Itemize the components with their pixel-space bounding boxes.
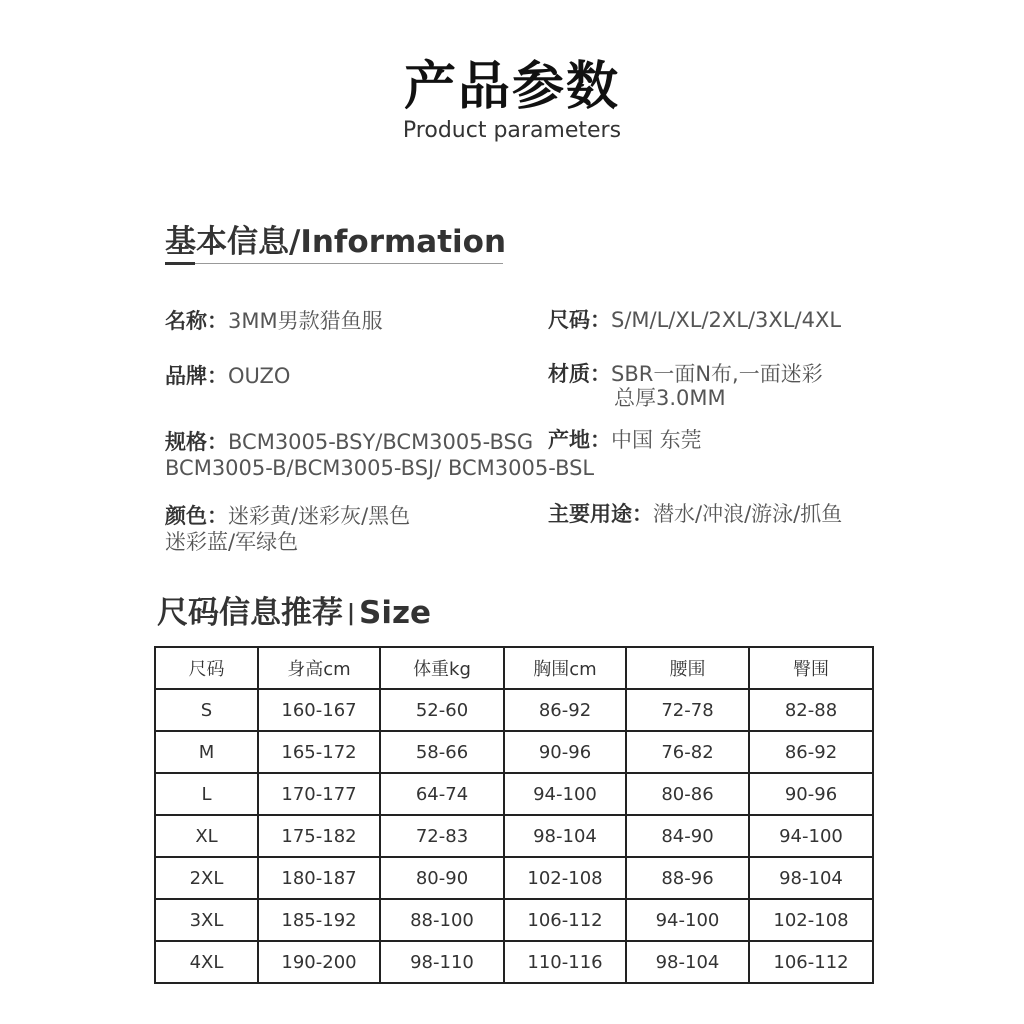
table-cell-hip: 98-104 — [749, 857, 873, 899]
field-size-value: S/M/L/XL/2XL/3XL/4XL — [611, 308, 842, 332]
table-cell-chest: 106-112 — [504, 899, 626, 941]
table-cell-hip: 86-92 — [749, 731, 873, 773]
column-header-weight: 体重kg — [380, 647, 504, 689]
table-cell-weight: 88-100 — [380, 899, 504, 941]
table-row — [155, 815, 873, 857]
table-cell-chest: 86-92 — [504, 689, 626, 731]
info-divider — [165, 263, 503, 264]
field-origin — [548, 428, 702, 453]
table-header-row — [155, 647, 873, 689]
column-header-chest: 胸围cm — [504, 647, 626, 689]
table-cell-chest: 102-108 — [504, 857, 626, 899]
field-usage-value: 潜水/冲浪/游泳/抓鱼 — [653, 502, 843, 526]
table-cell-waist: 76-82 — [626, 731, 749, 773]
field-usage — [548, 502, 842, 527]
column-header-height: 身高cm — [258, 647, 380, 689]
field-material-value-line1: SBR一面N布,一面迷彩 — [611, 362, 823, 386]
info-divider-accent — [165, 262, 195, 265]
table-cell-waist: 98-104 — [626, 941, 749, 983]
table-cell-height: 170-177 — [258, 773, 380, 815]
table-cell-chest: 110-116 — [504, 941, 626, 983]
field-brand-value: OUZO — [228, 364, 291, 388]
table-cell-waist: 94-100 — [626, 899, 749, 941]
table-cell-size: XL — [155, 815, 258, 857]
field-origin-label: 产地： — [548, 428, 611, 452]
table-cell-waist: 80-86 — [626, 773, 749, 815]
table-cell-weight: 80-90 — [380, 857, 504, 899]
table-cell-chest: 98-104 — [504, 815, 626, 857]
table-row — [155, 731, 873, 773]
table-cell-chest: 90-96 — [504, 731, 626, 773]
table-cell-weight: 72-83 — [380, 815, 504, 857]
table-cell-size: S — [155, 689, 258, 731]
field-material-label: 材质： — [548, 362, 611, 386]
table-cell-chest: 94-100 — [504, 773, 626, 815]
page-title: 产品参数 — [403, 57, 620, 117]
table-cell-size: 3XL — [155, 899, 258, 941]
table-cell-size: M — [155, 731, 258, 773]
field-color-value-line1: 迷彩黄/迷彩灰/黑色 — [228, 504, 411, 528]
table-cell-height: 185-192 — [258, 899, 380, 941]
column-header-size: 尺码 — [155, 647, 258, 689]
page-subtitle: Product parameters — [402, 118, 622, 143]
table-cell-weight: 98-110 — [380, 941, 504, 983]
field-spec-value-line1: BCM3005-BSY/BCM3005-BSG — [228, 430, 534, 454]
table-cell-height: 165-172 — [258, 731, 380, 773]
table-cell-waist: 88-96 — [626, 857, 749, 899]
table-cell-height: 190-200 — [258, 941, 380, 983]
field-brand-label: 品牌： — [165, 364, 228, 388]
table-cell-height: 175-182 — [258, 815, 380, 857]
table-cell-hip: 102-108 — [749, 899, 873, 941]
field-material — [548, 362, 823, 387]
field-usage-label: 主要用途： — [548, 502, 653, 526]
size-heading — [157, 587, 431, 632]
column-header-waist: 腰围 — [626, 647, 749, 689]
field-name-label: 名称： — [165, 309, 228, 333]
table-row — [155, 941, 873, 983]
field-spec-value-line2: BCM3005-B/BCM3005-BSJ/ BCM3005-BSL — [165, 456, 595, 480]
field-origin-value: 中国 东莞 — [611, 428, 702, 452]
table-cell-hip: 94-100 — [749, 815, 873, 857]
table-row — [155, 773, 873, 815]
field-brand — [165, 364, 290, 389]
table-cell-hip: 106-112 — [749, 941, 873, 983]
field-size-label: 尺码： — [548, 308, 611, 332]
table-cell-weight: 52-60 — [380, 689, 504, 731]
table-cell-size: L — [155, 773, 258, 815]
table-cell-hip: 90-96 — [749, 773, 873, 815]
field-color-value-line2: 迷彩蓝/军绿色 — [165, 530, 299, 554]
field-material-value-line2: 总厚3.0MM — [614, 386, 726, 410]
table-row — [155, 899, 873, 941]
info-heading: 基本信息/Information — [165, 224, 507, 260]
size-heading-separator: | — [347, 601, 356, 626]
table-row — [155, 689, 873, 731]
table-cell-waist: 84-90 — [626, 815, 749, 857]
field-size — [548, 308, 841, 333]
field-name-value: 3MM男款猎鱼服 — [228, 309, 383, 333]
field-spec — [165, 430, 533, 455]
field-spec-label: 规格： — [165, 430, 228, 454]
column-header-hip: 臀围 — [749, 647, 873, 689]
table-cell-waist: 72-78 — [626, 689, 749, 731]
table-cell-size: 2XL — [155, 857, 258, 899]
table-row — [155, 857, 873, 899]
field-color-label: 颜色： — [165, 504, 228, 528]
size-heading-en: Size — [359, 595, 432, 631]
field-color — [165, 504, 410, 529]
table-cell-weight: 58-66 — [380, 731, 504, 773]
size-heading-cn: 尺码信息推荐 — [157, 595, 343, 631]
table-cell-height: 160-167 — [258, 689, 380, 731]
table-cell-hip: 82-88 — [749, 689, 873, 731]
field-name — [165, 309, 383, 334]
table-cell-height: 180-187 — [258, 857, 380, 899]
table-cell-weight: 64-74 — [380, 773, 504, 815]
table-cell-size: 4XL — [155, 941, 258, 983]
size-table — [154, 646, 874, 984]
